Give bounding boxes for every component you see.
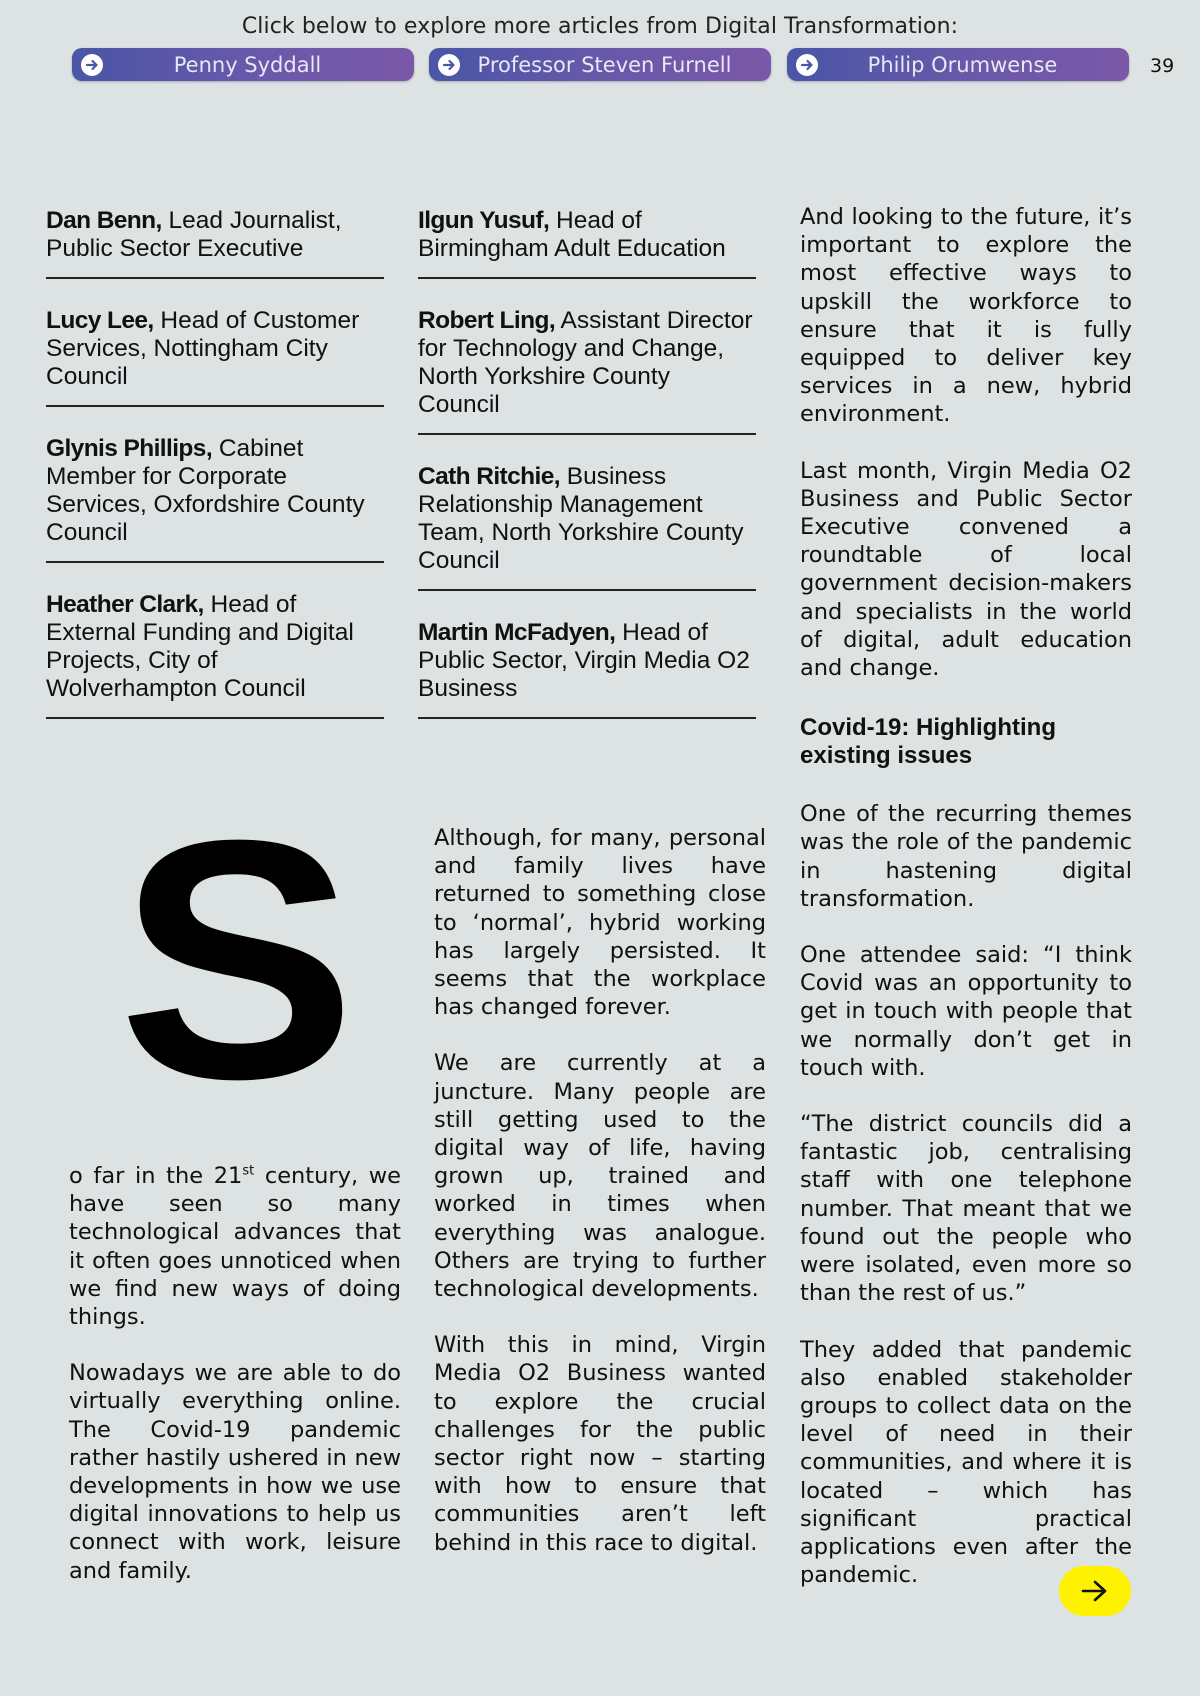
article-paragraph: “The district councils did a fantastic job, centralising staff with one telephone number. That meant that we found out the people who were isolated, even more so than the rest of us.” — [800, 1111, 1132, 1307]
article-paragraph: With this in mind, Virgin Media O2 Business wanted to explore the crucial challenges for the public sector right now – starting with how to ensure that communities aren’t left behind in this race to digital. — [434, 1332, 766, 1556]
attendee-entry — [418, 207, 756, 279]
section-subheading: Covid-19: Highlighting existing issues — [800, 714, 1056, 770]
page-number: 39 — [1150, 55, 1175, 77]
next-page-button[interactable] — [1059, 1566, 1131, 1616]
arrow-circle-right-icon — [796, 54, 818, 76]
attendee-name: Robert Ling, — [418, 307, 556, 334]
attendee-entry — [418, 619, 756, 719]
attendee-role: Head of Public Sector, Virgin Media O2 Business — [418, 619, 750, 702]
attendee-name: Heather Clark, — [46, 591, 204, 618]
attendee-role: Business Relationship Management Team, North Yorkshire County Council — [418, 463, 744, 574]
related-article-link-label: Professor Steven Furnell — [477, 52, 732, 77]
attendee-role: Head of External Funding and Digital Projects, City of Wolverhampton Council — [46, 591, 354, 702]
article-text: o far in the 21 — [69, 1163, 243, 1189]
attendee-name: Glynis Phillips, — [46, 435, 213, 462]
article-column-right — [800, 203, 1132, 1617]
related-articles-caption: Click below to explore more articles from Digital Transformation: — [241, 14, 959, 39]
attendee-name: Lucy Lee, — [46, 307, 154, 334]
attendee-entry — [46, 591, 384, 719]
article-paragraph: They added that pandemic also enabled stakeholder groups to collect data on the level of need in their communities, and where it is located – which has significant practical applications even after the pandemic. — [800, 1336, 1132, 1589]
article-paragraph: One attendee said: “I think Covid was an opportunity to get in touch with people that we normally don’t get in touch with. — [800, 942, 1132, 1081]
article-column-middle — [434, 824, 766, 1585]
attendee-name: Martin McFadyen, — [418, 619, 616, 646]
attendee-entry — [418, 463, 756, 591]
article-paragraph: We are currently at a juncture. Many people are still getting used to the digital way of life, having grown up, trained and worked in times when everything was analogue. Others are trying to further technological developments. — [434, 1050, 766, 1303]
attendee-role: Cabinet Member for Corporate Services, Oxfordshire County Council — [46, 435, 365, 546]
attendee-entry — [46, 207, 384, 279]
article-text: century, we have seen so many technological advances that it often goes unnoticed when we find new ways of doing things. — [69, 1163, 401, 1331]
related-article-link-steven-furnell[interactable] — [429, 48, 771, 81]
attendee-name: Ilgun Yusuf, — [418, 207, 550, 234]
article-paragraph — [69, 1162, 401, 1331]
article-paragraph: Although, for many, personal and family lives have returned to something close to ‘normal’, hybrid working has largely persisted. It seems that the workplace has changed forever. — [434, 825, 766, 1021]
attendee-role: Head of Birmingham Adult Education — [418, 207, 726, 262]
attendee-entry — [46, 435, 384, 563]
article-column-left — [69, 1162, 401, 1613]
attendee-role: Assistant Director for Technology and Change, North Yorkshire County Council — [418, 307, 753, 418]
arrow-circle-right-icon — [438, 54, 460, 76]
attendee-entry — [46, 307, 384, 407]
drop-cap: S — [118, 770, 357, 1150]
attendee-entry — [418, 307, 756, 435]
article-paragraph: One of the recurring themes was the role of the pandemic in hastening digital transformation. — [800, 801, 1132, 912]
attendee-name: Cath Ritchie, — [418, 463, 560, 490]
article-paragraph: Last month, Virgin Media O2 Business and Public Sector Executive convened a roundtable of local government decision-makers and specialists in the world of digital, adult education and change. — [800, 457, 1132, 682]
related-article-link-label: Penny Syddall — [173, 52, 322, 77]
article-paragraph: And looking to the future, it’s important to explore the most effective ways to upskill the workforce to ensure that it is fully equipped to deliver key services in a new, hybrid environment. — [800, 204, 1132, 428]
related-article-link-philip-orumwense[interactable] — [787, 48, 1129, 81]
attendee-role: Head of Customer Services, Nottingham City Council — [46, 307, 360, 390]
article-paragraph: Nowadays we are able to do virtually everything online. The Covid-19 pandemic rather hastily ushered in new developments in how we use digital innovations to help us connect with work, leisure and family. — [69, 1360, 401, 1584]
ordinal-suffix: st — [242, 1163, 255, 1179]
related-article-link-label: Philip Orumwense — [867, 52, 1058, 77]
related-article-link-penny-syddall[interactable] — [72, 48, 414, 81]
arrow-circle-right-icon — [81, 54, 103, 76]
attendee-name: Dan Benn, — [46, 207, 162, 234]
arrow-right-icon — [1080, 1578, 1110, 1604]
attendee-role: Lead Journalist, Public Sector Executive — [46, 207, 342, 262]
